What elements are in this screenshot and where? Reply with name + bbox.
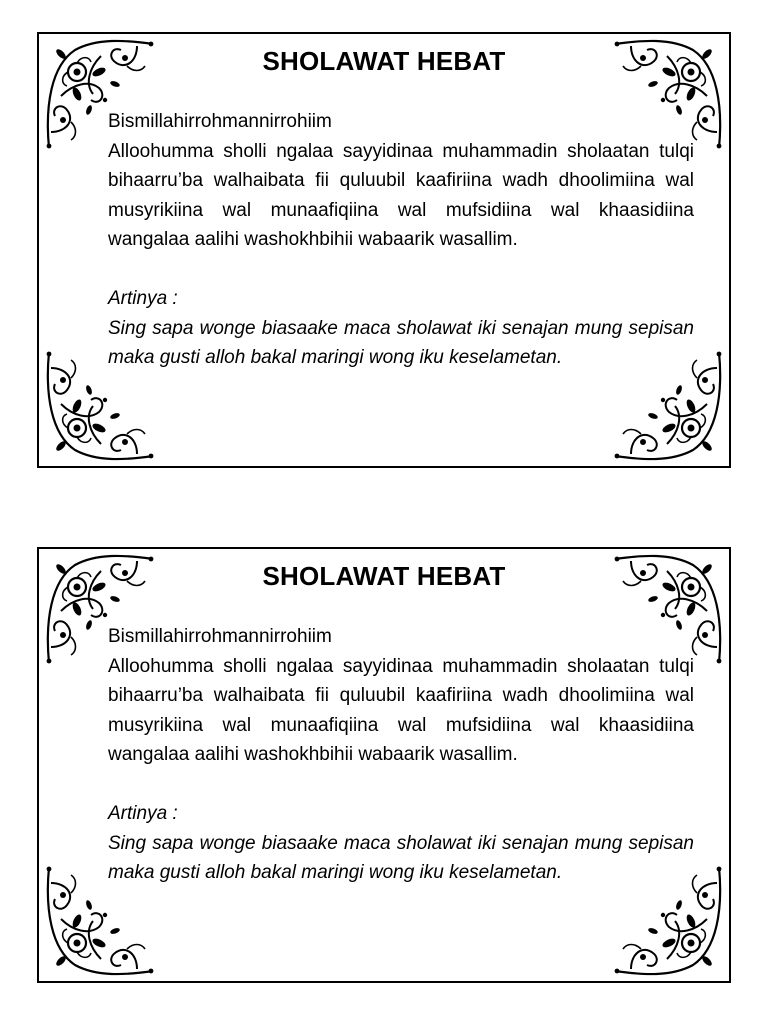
prayer-text: Alloohumma sholli ngalaa sayyidinaa muhammadin sholaatan tulqi bihaarru’ba walhaibata fii quluubil kaafiriina wadh dhoolimiina wal musyrikiina wal munaafiqiina wal mufsidiina wal khaasidiina wangalaa aalihi washokhbihii wabaarik wasallim. (108, 140, 694, 250)
card-content (108, 622, 694, 888)
sholawat-card (37, 547, 731, 983)
opening-line: Bismillahirrohmannirrohiim (108, 626, 332, 647)
prayer-text: Alloohumma sholli ngalaa sayyidinaa muhammadin sholaatan tulqi bihaarru’ba walhaibata fii quluubil kaafiriina wadh dhoolimiina wal musyrikiina wal munaafiqiina wal mufsidiina wal khaasidiina wangalaa aalihi washokhbihii wabaarik wasallim. (108, 655, 694, 765)
card-title: SHOLAWAT HEBAT (262, 46, 506, 76)
sholawat-card (37, 32, 731, 468)
card-title: SHOLAWAT HEBAT (262, 561, 506, 591)
meaning-label: Artinya : (108, 803, 178, 824)
card-content (108, 107, 694, 373)
meaning-text: Sing sapa wonge biasaake maca sholawat iki senajan mung sepisan maka gusti alloh bakal maringi wong iku keselametan. (108, 832, 694, 883)
meaning-text: Sing sapa wonge biasaake maca sholawat iki senajan mung sepisan maka gusti alloh bakal maringi wong iku keselametan. (108, 317, 694, 368)
meaning-label: Artinya : (108, 288, 178, 309)
opening-line: Bismillahirrohmannirrohiim (108, 111, 332, 132)
